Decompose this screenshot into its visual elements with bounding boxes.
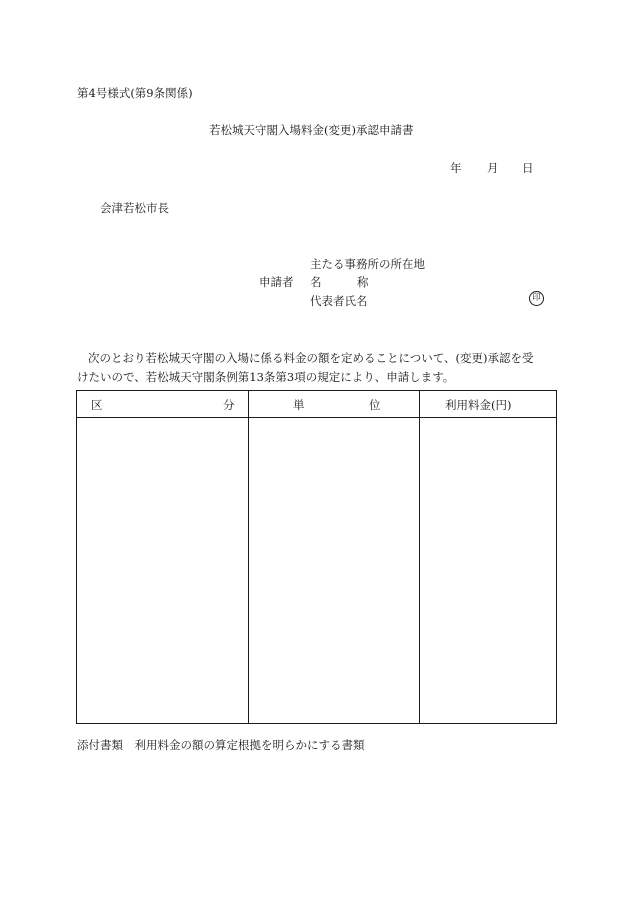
date-year-label: 年 xyxy=(450,161,462,175)
table-column-divider xyxy=(419,391,420,723)
date-day-label: 日 xyxy=(522,161,534,175)
document-title: 若松城天守閣入場料金(変更)承認申請書 xyxy=(209,123,414,137)
header-category-part1: 区 xyxy=(91,398,103,412)
seal-icon: 印 xyxy=(529,291,544,306)
header-unit-part1: 単 xyxy=(293,398,305,412)
body-text-line-1: 次のとおり若松城天守閣の入場に係る料金の額を定めることについて、(変更)承認を受 xyxy=(88,351,534,365)
table-header-divider xyxy=(77,417,556,418)
header-unit-part2: 位 xyxy=(369,398,381,412)
fee-table xyxy=(76,390,557,724)
applicant-label: 申請者 xyxy=(259,275,294,289)
body-text-line-2: けたいので、若松城天守閣条例第13条第3項の規定により、申請します。 xyxy=(77,370,455,384)
table-column-divider xyxy=(248,391,249,723)
date-month-label: 月 xyxy=(487,161,499,175)
name-label-part2: 称 xyxy=(357,275,369,289)
attachment-note: 添付書類 利用料金の額の算定根拠を明らかにする書類 xyxy=(77,738,365,752)
header-fee: 利用料金(円) xyxy=(445,398,512,412)
name-label-part1: 名 xyxy=(310,275,322,289)
form-number: 第4号様式(第9条関係) xyxy=(77,86,193,100)
header-category-part2: 分 xyxy=(223,398,235,412)
representative-name-label: 代表者氏名 xyxy=(310,294,368,308)
office-address-label: 主たる事務所の所在地 xyxy=(310,257,425,271)
addressee: 会津若松市長 xyxy=(100,201,169,215)
